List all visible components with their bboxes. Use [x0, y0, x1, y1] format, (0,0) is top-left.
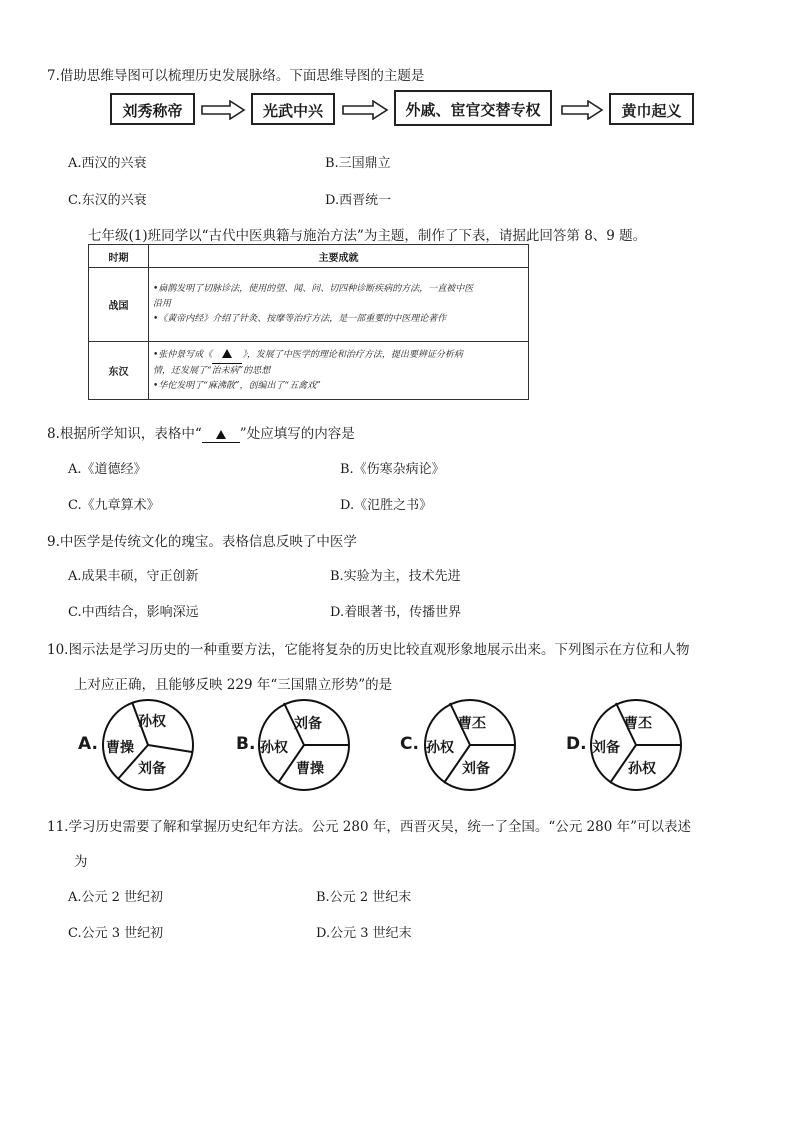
table-intro: 七年级(1)班同学以“古代中医典籍与施治方法”为主题，制作了下表，请据此回答第 8、9 题。 [88, 228, 647, 244]
flow-arrow-2 [341, 100, 389, 120]
q10-stem-line1: 10.图示法是学习历史的一种重要方法，它能将复杂的历史比较直观形象地展示出来。下列图示在方位和人物 [47, 642, 690, 658]
q11-option-b: B.公元 2 世纪末 [316, 890, 412, 905]
table-period-2: 东汉 [89, 342, 149, 400]
table-line [153, 348, 524, 364]
diagram-d-label: D. [566, 734, 587, 754]
q7-option-d: D.西晋统一 [325, 193, 392, 208]
q11-option-c: C.公元 3 世纪初 [68, 926, 164, 941]
q7-stem: 7.借助思维导图可以梳理历史发展脉络。下面思维导图的主题是 [47, 68, 425, 84]
diagram-c-label: C. [400, 734, 419, 754]
q9-option-a: A.成果丰硕，守正创新 [68, 569, 199, 584]
q11-option-a: A.公元 2 世纪初 [68, 890, 164, 905]
q8-triangle-blank [202, 426, 240, 443]
diagram-d-name-2: 刘备 [592, 740, 620, 756]
table-line: 情，还发展了“治未病”的思想 [153, 365, 271, 376]
table-line: •《黄帝内经》介绍了针灸、按摩等治疗方法，是一部重要的中医理论著作 [153, 314, 447, 324]
flow-box-1: 刘秀称帝 [110, 93, 195, 125]
diagram-c-name-1: 曹丕 [458, 716, 486, 732]
q9-option-d: D.着眼著书，传播世界 [330, 605, 462, 620]
table-line: 沿用 [153, 299, 172, 309]
flow-box-2: 光武中兴 [251, 93, 335, 125]
diagram-b-label: B. [236, 734, 256, 754]
diagram-a-name-2: 曹操 [106, 740, 134, 756]
diagram-a-name-1: 孙权 [138, 714, 166, 730]
diagram-a-label: A. [78, 734, 98, 754]
q8-option-d: D.《氾胜之书》 [340, 498, 433, 513]
q9-option-b: B.实验为主，技术先进 [330, 569, 461, 584]
diagram-d-name-3: 孙权 [628, 761, 656, 777]
flow-arrow-3 [560, 100, 604, 120]
table-content-1 [149, 268, 529, 342]
diagram-a-name-3: 刘备 [138, 761, 166, 777]
q8-option-c: C.《九章算术》 [68, 498, 160, 513]
table-content-2 [149, 342, 529, 400]
flow-box-3: 外戚、宦官交替专权 [394, 90, 552, 126]
diagram-b-name-1: 刘备 [294, 716, 322, 732]
q8-option-b: B.《伤寒杂病论》 [340, 462, 445, 477]
table-line: •扁鹊发明了切脉诊法，使用的望、闻、问、切四种诊断疾病的方法，一直被中医 [153, 284, 474, 294]
q7-option-a: A.西汉的兴衰 [68, 156, 147, 171]
q8-stem [47, 422, 355, 443]
triangle-icon [222, 349, 232, 358]
q7-option-b: B.三国鼎立 [325, 156, 391, 171]
q9-option-c: C.中西结合，影响深远 [68, 605, 199, 620]
q11-stem-line1: 11.学习历史需要了解和掌握历史纪年方法。公元 280 年，西晋灭吴，统一了全国。“公元 280 年”可以表述 [47, 819, 691, 835]
q7-option-c: C.东汉的兴衰 [68, 193, 147, 208]
q8-stem-pre: 8.根据所学知识，表格中“ [47, 426, 202, 442]
q9-stem: 9.中医学是传统文化的瑰宝。表格信息反映了中医学 [47, 534, 357, 550]
medicine-table [88, 244, 529, 400]
q8-option-a: A.《道德经》 [68, 462, 147, 477]
flow-box-4: 黄巾起义 [609, 93, 694, 125]
diagram-b-name-3: 曹操 [296, 761, 324, 777]
diagram-c-name-2: 孙权 [426, 740, 454, 756]
triangle-icon [216, 430, 226, 439]
triangle-blank [212, 348, 242, 364]
q8-stem-post: ”处应填写的内容是 [239, 426, 355, 442]
table-header-achievement: 主要成就 [149, 245, 529, 268]
diagram-b-name-2: 孙权 [260, 740, 288, 756]
diagram-c-name-3: 刘备 [462, 761, 490, 777]
q10-stem-line2: 上对应正确，且能够反映 229 年“三国鼎立形势”的是 [74, 677, 393, 693]
table-period-1: 战国 [89, 268, 149, 342]
q11-option-d: D.公元 3 世纪末 [316, 926, 412, 941]
flow-arrow-1 [200, 100, 246, 120]
table-line-part: 》，发展了中医学的理论和治疗方法，提出要辨证分析病 [242, 349, 463, 360]
q11-stem-line2: 为 [74, 854, 88, 870]
table-header-period: 时期 [89, 245, 149, 268]
table-line-part: •张仲景写成《 [153, 349, 213, 360]
diagram-d-name-1: 曹丕 [624, 716, 652, 732]
table-line: •华佗发明了“麻沸散”，创编出了“五禽戏” [153, 380, 321, 391]
